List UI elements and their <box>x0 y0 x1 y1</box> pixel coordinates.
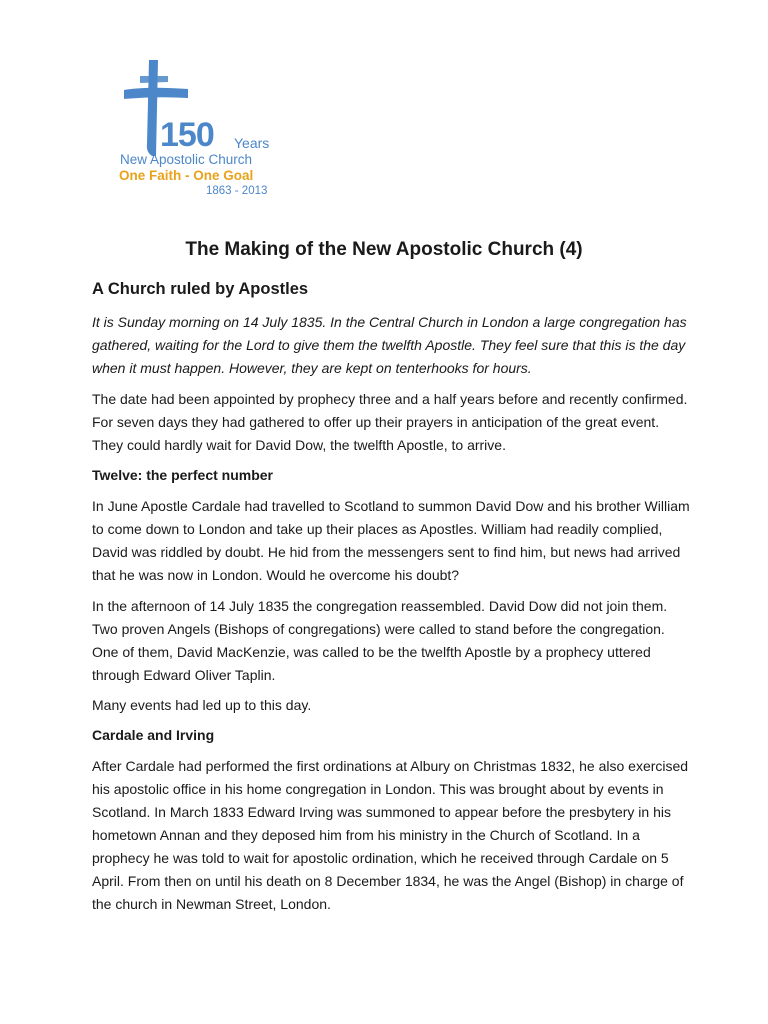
subheading-twelve: Twelve: the perfect number <box>92 467 274 483</box>
logo-motto: One Faith - One Goal <box>119 168 254 183</box>
anniversary-logo <box>116 56 296 202</box>
logo-year-range: 1863 - 2013 <box>206 185 268 197</box>
logo-years-label: Years <box>234 135 270 151</box>
paragraph-1: The date had been appointed by prophecy three and a half years before and recently confirmed. For seven days they had gathered to offer up their prayers in anticipation of the great event. They could hardly wait for David Dow, the twelfth Apostle, to arrive. <box>92 391 688 453</box>
section-title: A Church ruled by Apostles <box>92 280 309 298</box>
paragraph-3: In the afternoon of 14 July 1835 the congregation reassembled. David Dow did not join them. Two proven Angels (Bishops of congregations) were called to stand before the congregation. One of them, David MacKenzie, was called to be the twelfth Apostle by a prophecy uttered through Edward Oliver Taplin. <box>92 598 668 683</box>
paragraph-4: Many events had led up to this day. <box>92 697 312 713</box>
paragraph-5: After Cardale had performed the first ordinations at Albury on Christmas 1832, he also exercised his apostolic office in his home congregation in London. This was brought about by events in Scotland. In March 1833 Edward Irving was summoned to appear before the presbytery in his hometown Annan and they deposed him from his ministry in the Church of Scotland. In a prophecy he was told to wait for apostolic ordination, which he received through Cardale on 5 April. From then on until his death on 8 December 1834, he was the Angel (Bishop) in charge of the church in Newman Street, London. <box>92 758 689 912</box>
intro-paragraph: It is Sunday morning on 14 July 1835. In the Central Church in London a large congregation has gathered, waiting for the Lord to give them the twelfth Apostle. They feel sure that this is the day when it must happen. However, they are kept on tenterhooks for hours. <box>92 314 687 376</box>
subheading-cardale-irving: Cardale and Irving <box>92 727 215 743</box>
paragraph-2: In June Apostle Cardale had travelled to Scotland to summon David Dow and his brother William to come down to London and take up their places as Apostles. William had readily complied, David was riddled by doubt. He hid from the messengers sent to find him, but news had arrived that he was now in London. Would he overcome his doubt? <box>92 498 690 583</box>
logo-number: 150 <box>160 116 214 154</box>
document-title: The Making of the New Apostolic Church (4) <box>185 239 583 260</box>
logo-church-name: New Apostolic Church <box>120 152 253 167</box>
